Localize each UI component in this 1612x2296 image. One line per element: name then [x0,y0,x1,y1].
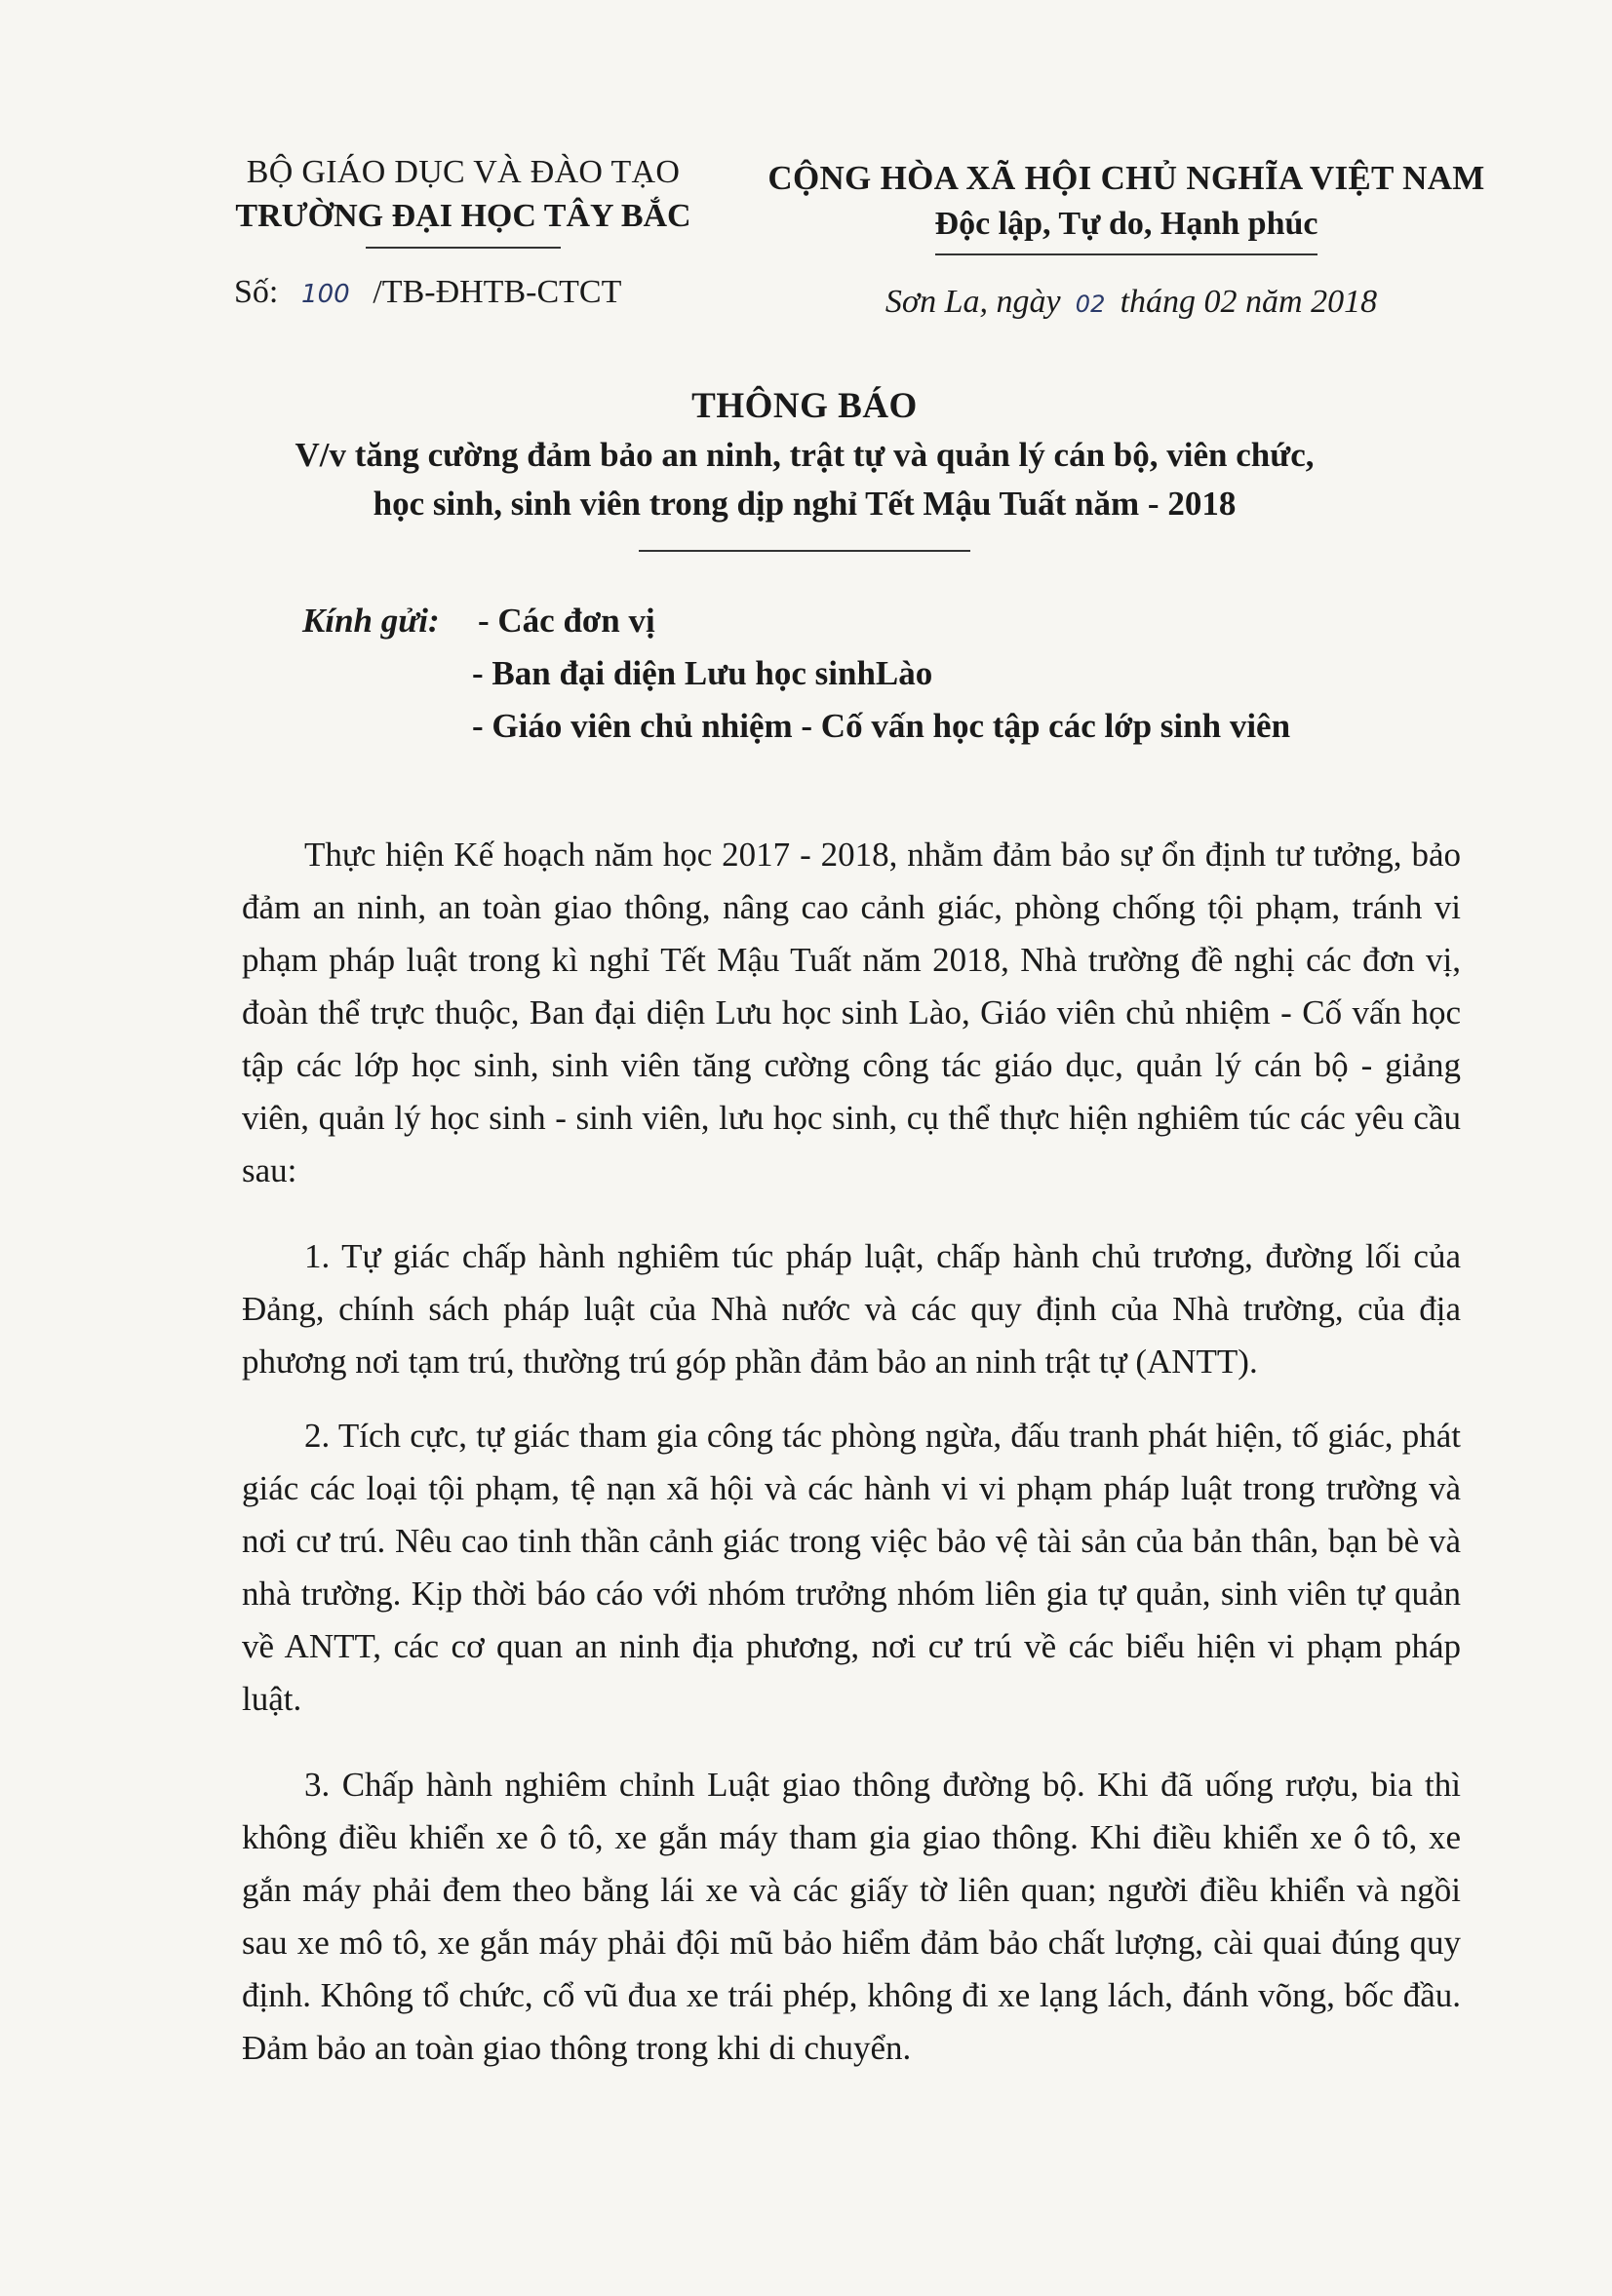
date-day-handwritten: 02 [1075,291,1106,318]
intro-paragraph: Thực hiện Kế hoạch năm học 2017 - 2018, nhằm đảm bảo sự ổn định tư tưởng, bảo đảm an ninh, an toàn giao thông, nâng cao cảnh giác, phòng chống tội phạm, tránh vi phạm pháp luật trong kì nghỉ Tết Mậu Tuất năm 2018, Nhà trường đề nghị các đơn vị, đoàn thể trực thuộc, Ban đại diện Lưu học sinh Lào, Giáo viên chủ nhiệm - Cố vấn học tập các lớp học sinh, sinh viên tăng cường công tác giáo dục, quản lý cán bộ - giảng viên, quản lý học sinh - sinh viên, lưu học sinh, cụ thể thực hiện nghiêm túc các yêu cầu sau: [242,836,1461,1189]
university-name: TRƯỜNG ĐẠI HỌC TÂY BẮC [235,198,691,234]
document-body [242,829,1461,2096]
issuer-header [190,151,736,249]
recipient-item: - Ban đại diện Lưu học sinhLào [472,654,933,692]
item-1-paragraph: 1. Tự giác chấp hành nghiêm túc pháp luật, chấp hành chủ trương, đường lối của Đảng, chính sách pháp luật của Nhà nước và các quy định của Nhà trường, của địa phương nơi tạm trú, thường trú góp phần đảm bảo an ninh trật tự (ANTT). [242,1237,1461,1381]
recipients-block [302,595,1290,753]
document-subject-line-1: V/v tăng cường đảm bảo an ninh, trật tự và quản lý cán bộ, viên chức, [295,436,1315,474]
document-subject-line-2: học sinh, sinh viên trong dịp nghỉ Tết Mậu Tuất năm - 2018 [373,485,1237,523]
recipients-label: Kính gửi: [302,602,440,640]
ministry-name: BỘ GIÁO DỤC VÀ ĐÀO TẠO [246,154,681,190]
title-block [195,382,1414,552]
document-number-handwritten: 100 [301,280,350,309]
nation-name: CỘNG HÒA XÃ HỘI CHỦ NGHĨA VIỆT NAM [767,159,1485,197]
document-title: THÔNG BÁO [691,386,918,426]
recipient-row [302,647,1290,700]
document-date [839,281,1424,326]
national-motto: Độc lập, Tự do, Hạnh phúc [935,201,1318,255]
recipient-item: - Giáo viên chủ nhiệm - Cố vấn học tập các lớp sinh viên [472,707,1291,745]
item-2-paragraph: 2. Tích cực, tự giác tham gia công tác phòng ngừa, đấu tranh phát hiện, tố giác, phát giác các loại tội phạm, tệ nạn xã hội và các hành vi vi phạm pháp luật trong trường và nơi cư trú. Nêu cao tinh thần cảnh giác trong việc bảo vệ tài sản của bản thân, bạn bè và nhà trường. Kịp thời báo cáo với nhóm trưởng nhóm liên gia tự quản, sinh viên tự quản về ANTT, các cơ quan an ninh địa phương, nơi cư trú về các biểu hiện vi phạm pháp luật. [242,1417,1461,1718]
document-number [234,271,621,316]
title-underline [639,550,970,552]
recipient-item: - Các đơn vị [478,602,655,640]
national-header [741,156,1512,255]
item-3-paragraph: 3. Chấp hành nghiêm chỉnh Luật giao thông đường bộ. Khi đã uống rượu, bia thì không điều khiển xe ô tô, xe gắn máy tham gia giao thông. Khi điều khiển xe ô tô, xe gắn máy phải đem theo bằng lái xe và các giấy tờ liên quan; người điều khiển và ngồi sau xe mô tô, xe gắn máy phải đội mũ bảo hiểm đảm bảo chất lượng, cài quai đúng quy định. Không tổ chức, cổ vũ đua xe trái phép, không đi xe lạng lách, đánh võng, bốc đầu. Đảm bảo an toàn giao thông trong khi di chuyển. [242,1766,1461,2067]
issuer-underline [366,247,561,249]
date-place-prefix: Sơn La, ngày [885,284,1061,320]
date-rest: tháng 02 năm 2018 [1120,284,1378,320]
document-number-prefix: Số: [234,274,279,310]
recipient-row [302,595,1290,647]
recipient-row [302,700,1290,753]
document-number-suffix: /TB-ĐHTB-CTCT [373,274,622,310]
